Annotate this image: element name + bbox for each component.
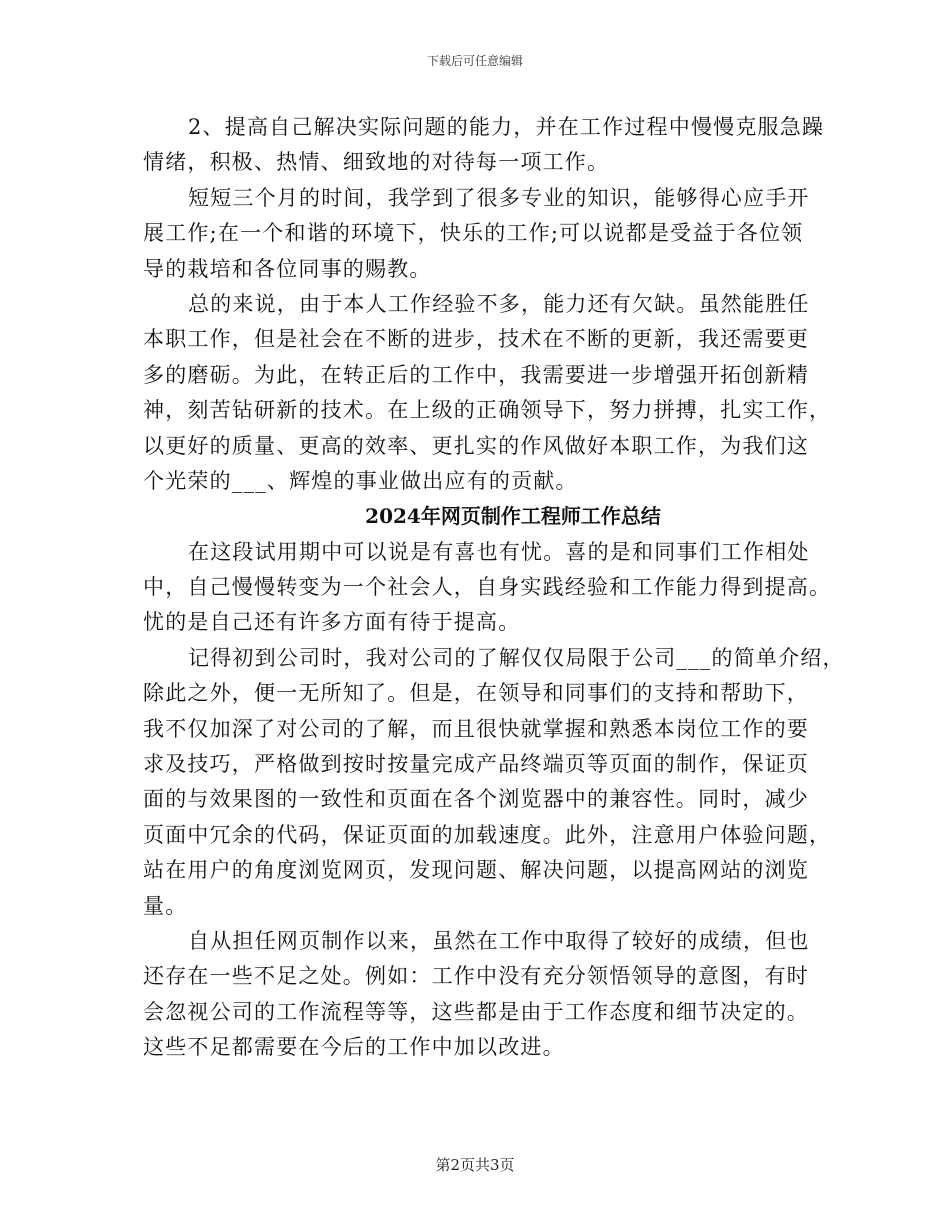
text-line: 忧的是自己还有许多方面有待于提高。 [143,610,521,635]
text-line: 以更好的质量、更高的效率、更扎实的作风做好本职工作，为我们这 [143,433,809,458]
text-line: 个光荣的___、辉煌的事业做出应有的贡献。 [143,468,578,493]
text-line: 情绪，积极、热情、细致地的对待每一项工作。 [143,150,610,175]
section-title: 2024年网页制作工程师工作总结 [365,504,661,529]
text-line: 除此之外，便一无所知了。但是，在领导和同事们的支持和帮助下， [143,681,809,706]
text-line: 自从担任网页制作以来，虽然在工作中取得了较好的成绩，但也 [188,928,810,953]
text-line: 多的磨砺。为此，在转正后的工作中，我需要进一步增强开拓创新精 [143,362,809,387]
text-line: 页面中冗余的代码，保证页面的加载速度。此外，注意用户体验问题， [143,822,832,847]
text-line: 会忽视公司的工作流程等等，这些都是由于工作态度和细节决定的。 [143,999,809,1024]
document-body [143,110,845,1066]
page-number: 第2页共3页 [435,1156,515,1174]
text-line: 本职工作，但是社会在不断的进步，技术在不断的更新，我还需要更 [143,327,809,352]
text-line: 站在用户的角度浏览网页，发现问题、解决问题，以提高网站的浏览 [143,858,809,883]
text-line: 总的来说，由于本人工作经验不多，能力还有欠缺。虽然能胜任 [188,291,810,316]
text-line: 还存在一些不足之处。例如：工作中没有充分领悟领导的意图，有时 [143,964,809,989]
text-line: 在这段试用期中可以说是有喜也有忧。喜的是和同事们工作相处 [188,539,810,564]
text-line: 面的与效果图的一致性和页面在各个浏览器中的兼容性。同时，减少 [143,787,809,812]
text-line: 我不仅加深了对公司的了解，而且很快就掌握和熟悉本岗位工作的要 [143,716,809,741]
text-line: 神，刻苦钻研新的技术。在上级的正确领导下，努力拼搏，扎实工作， [143,398,832,423]
text-line: 展工作;在一个和谐的环境下，快乐的工作;可以说都是受益于各位领 [143,221,804,246]
text-line: 量。 [143,893,188,918]
text-line: 求及技巧，严格做到按时按量完成产品终端页等页面的制作，保证页 [143,752,809,777]
text-line: 中，自己慢慢转变为一个社会人，自身实践经验和工作能力得到提高。 [143,575,832,600]
text-line: 记得初到公司时，我对公司的了解仅仅局限于公司___的简单介绍， [188,645,845,670]
text-line: 2、提高自己解决实际问题的能力，并在工作过程中慢慢克服急躁 [188,115,825,139]
text-line: 导的栽培和各位同事的赐教。 [143,256,432,281]
text-line: 这些不足都需要在今后的工作中加以改进。 [143,1035,565,1060]
text-line: 短短三个月的时间，我学到了很多专业的知识，能够得心应手开 [188,185,810,210]
download-note: 下载后可任意编辑 [426,54,523,68]
